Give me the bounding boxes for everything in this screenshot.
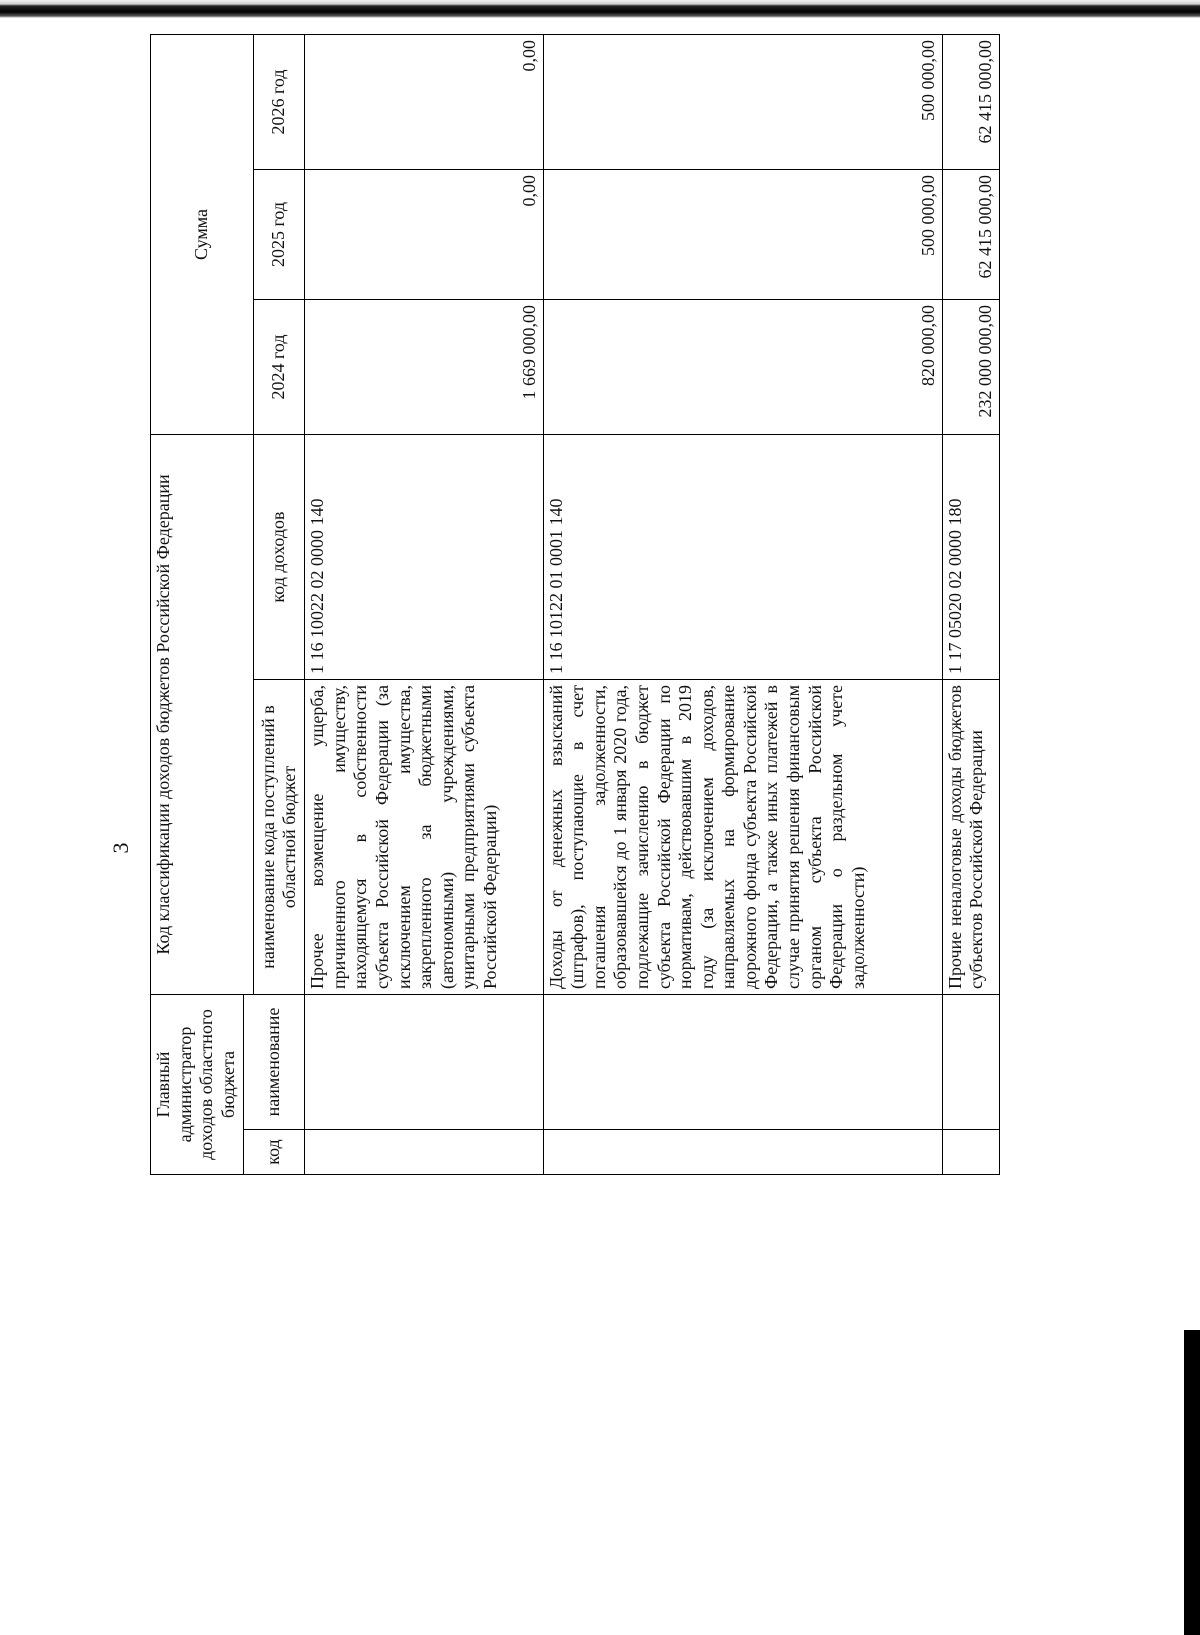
header-row-1 (151, 35, 244, 1175)
row-sum-2026: 0,00 (305, 35, 543, 170)
row-income-code: 1 16 10022 02 0000 140 (305, 435, 543, 680)
rotated-table-sheet (150, 35, 1000, 1175)
header-classification-group: Код классификации доходов бюджетов Российской Федерации (151, 435, 254, 995)
row-admin-name (543, 995, 942, 1130)
row-admin-name (942, 995, 999, 1130)
row-sum-2026: 62 415 000,00 (942, 35, 999, 170)
header-year-2024: 2024 год (254, 300, 305, 435)
row-income-code: 1 16 10122 01 0001 140 (543, 435, 942, 680)
header-year-2025: 2025 год (254, 170, 305, 300)
table-row (543, 35, 942, 1175)
row-income-name: Прочее возмещение ущерба, причиненного имуществу, находящемуся в собственности субъекта Российской Федерации (за исключением имущества, закрепленного за бюджетными (автономными) учреждениями, унитарными предприятиями субъекта Российской Федерации) (305, 680, 543, 995)
header-year-2026: 2026 год (254, 35, 305, 170)
scan-edge-right (1184, 1330, 1200, 1635)
page-number: 3 (108, 842, 133, 854)
row-sum-2025: 500 000,00 (543, 170, 942, 300)
row-admin-code (305, 1130, 543, 1175)
header-admin-name: наименование (244, 995, 305, 1130)
scan-edge-top (0, 0, 1200, 18)
header-admin-group: Главный администратор доходов областного бюджета (151, 995, 244, 1175)
header-admin-code: код (244, 1130, 305, 1175)
header-income-name: наименование кода поступлений в областной бюджет (254, 680, 305, 995)
row-income-name: Доходы от денежных взысканий (штрафов), поступающие в счет погашения задолженности, образовавшейся до 1 января 2020 года, подлежащие зачислению в бюджет субъекта Российской Федерации по нормативам, действовавшим в 2019 году (за исключением доходов, направляемых на формирование дорожного фонда субъекта Российской Федерации, а также иных платежей в случае принятия решения финансовым органом субъекта Российской Федерации о раздельном учете задолженности) (543, 680, 942, 995)
header-sum-group: Сумма (151, 35, 254, 435)
row-income-name: Прочие неналоговые доходы бюджетов субъектов Российской Федерации (942, 680, 999, 995)
row-admin-code (942, 1130, 999, 1175)
row-sum-2024: 232 000 000,00 (942, 300, 999, 435)
row-sum-2025: 0,00 (305, 170, 543, 300)
table-row (942, 35, 999, 1175)
row-admin-name (305, 995, 543, 1130)
header-income-code: код доходов (254, 435, 305, 680)
row-sum-2025: 62 415 000,00 (942, 170, 999, 300)
income-table (150, 34, 1000, 1175)
row-admin-code (543, 1130, 942, 1175)
row-income-code: 1 17 05020 02 0000 180 (942, 435, 999, 680)
row-sum-2024: 820 000,00 (543, 300, 942, 435)
row-sum-2024: 1 669 000,00 (305, 300, 543, 435)
row-sum-2026: 500 000,00 (543, 35, 942, 170)
table-row (305, 35, 543, 1175)
